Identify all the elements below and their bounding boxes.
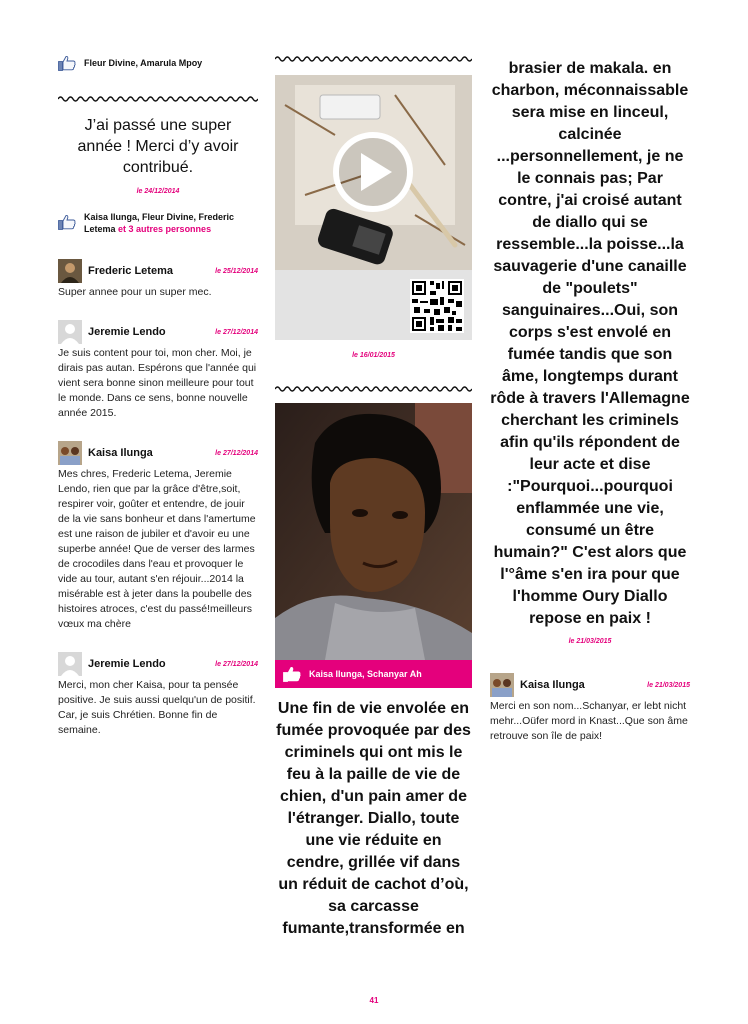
video-post <box>275 75 472 340</box>
comment-date: le 21/03/2015 <box>647 681 690 689</box>
avatar[interactable] <box>490 673 514 697</box>
wavy-divider <box>58 95 258 103</box>
comment-text: Mes chres, Frederic Letema, Jeremie Lendo, rien que par la grâce d'être,soit, respirer voir, goûter et entendre, de jouir de la vie sans bonheur et dans l'amertume est une raison de jubiler et d'avoir eu une superbe année! Que de verser des larmes de crocodiles dans l'eau et provoquer le vide au tour, autant s'en réjouir...2014 la misérable est à jeter dans la poubelle des histoires atroces, c'est du passé!meilleurs vœux ma chère <box>58 468 256 630</box>
profile-photo[interactable] <box>275 403 472 660</box>
avatar[interactable] <box>58 652 82 676</box>
comment-text: Merci, mon cher Kaisa, pour ta pensée positive. Je suis aussi quelqu'un de positif. Car, je suis Chrétien. Bonne fin de semaine. <box>58 679 256 736</box>
photo-likes-names: Kaisa Ilunga, Schanyar Ah <box>309 669 422 679</box>
comment-author[interactable]: Jeremie Lendo <box>88 326 166 338</box>
status-likes-more[interactable]: et 3 autres personnes <box>118 224 212 234</box>
poem-continuation: brasier de makala. en charbon, méconnaissable sera mise en linceul, calcinée ...personnellement, je ne le connais pas; Par contre, j'ai croisé autant de diallo qui se ressemble...la poisse...la sauvagerie d'une canaille de "poulets" sanguinaires...Oui, son corps s'est envolé en fumée tandis que son âme, longtemps durant rôde à travers l'Allemagne cherchant les criminels afin qu'ils répondent de leur acte et dise :"Pourquoi...pourquoi enflammée une vie, consumé un être humain?" C'est alors que l'°âme s'en ira pour que l'homme Oury Diallo repose en paix ! <box>490 60 690 627</box>
avatar[interactable] <box>58 441 82 465</box>
photo-likes-bar <box>275 660 472 688</box>
comment <box>58 259 258 300</box>
status-likes-names: Kaisa Ilunga, Fleur Divine, Frederic Letema <box>84 212 235 234</box>
comment-date: le 27/12/2014 <box>215 660 258 668</box>
comment-date: le 27/12/2014 <box>215 328 258 336</box>
status-text: J’ai passé une super année ! Merci d’y avoir contribué. <box>77 117 239 176</box>
like-thumb-icon <box>58 55 76 71</box>
comment-text: Super annee pour un super mec. <box>58 286 212 298</box>
comment-author[interactable]: Frederic Letema <box>88 265 173 277</box>
avatar[interactable] <box>58 320 82 344</box>
wavy-divider <box>275 385 472 393</box>
status-date: le 24/12/2014 <box>136 188 180 195</box>
comment-author[interactable]: Jeremie Lendo <box>88 658 166 670</box>
page-number: 41 <box>369 996 379 1005</box>
top-likes <box>58 55 258 71</box>
comment <box>490 673 690 744</box>
middle-column <box>275 55 472 940</box>
comment-date: le 25/12/2014 <box>215 267 258 275</box>
comment-text: Je suis content pour toi, mon cher. Moi, je dirais pas autan. Espérons que l'année qui vient sera bonne sinon meilleure pour tout le monde. Dans ce sens, bonne nouvelle année 2015. <box>58 347 257 419</box>
poem-date: le 21/03/2015 <box>568 638 612 645</box>
comment-date: le 27/12/2014 <box>215 449 258 457</box>
right-column <box>490 58 690 744</box>
video-date: le 16/01/2015 <box>352 352 395 359</box>
status-likes <box>58 211 258 235</box>
like-thumb-icon <box>58 214 76 230</box>
poem-text: Une fin de vie envolée en fumée provoquée par des criminels qui ont mis le feu à la paille de vie de chien, d'un pain amer de l'étranger. Diallo, toute une vie réduite en cendre, grillée vif dans un réduit de cachot d’où, sa carcasse fumante,transformée en <box>276 700 471 937</box>
comment-author[interactable]: Kaisa Ilunga <box>88 447 153 459</box>
like-thumb-icon[interactable] <box>283 666 301 682</box>
top-likes-names: Fleur Divine, Amarula Mpoy <box>84 58 203 68</box>
avatar[interactable] <box>58 259 82 283</box>
comment-author[interactable]: Kaisa Ilunga <box>520 679 585 691</box>
comment <box>58 652 258 738</box>
left-column <box>58 55 258 738</box>
video-thumbnail[interactable] <box>275 75 472 270</box>
comment <box>58 441 258 632</box>
comment <box>58 320 258 421</box>
wavy-divider <box>275 55 472 63</box>
qr-code-icon[interactable] <box>410 279 464 333</box>
comment-text: Merci en son nom...Schanyar, er lebt nicht mehr...Oüfer mord in Knast...Que son âme retrouve son île de paix! <box>490 700 688 742</box>
